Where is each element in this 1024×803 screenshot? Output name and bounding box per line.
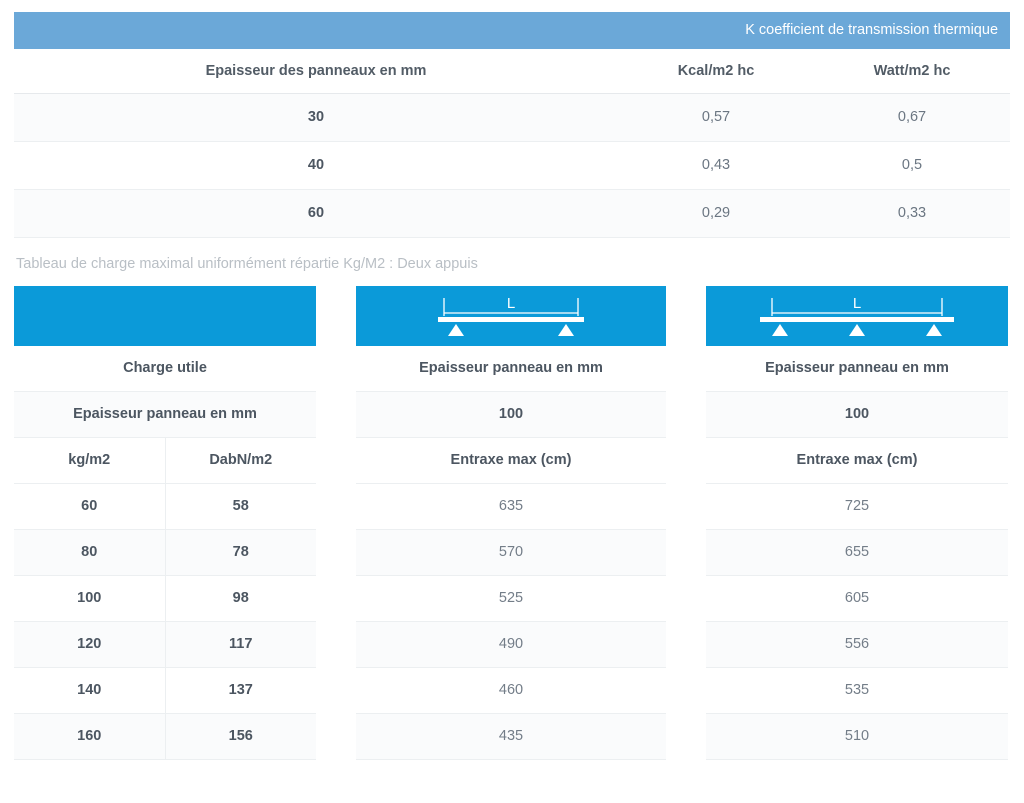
charge-cell-kg: 120 (14, 622, 165, 668)
table-row (356, 668, 666, 714)
three-supports-title: Epaisseur panneau en mm (706, 346, 1008, 392)
thermal-header-watt: Watt/m2 hc (814, 49, 1010, 94)
thermal-cell-kcal: 0,43 (618, 142, 814, 190)
load-table-caption: Tableau de charge maximal uniformément répartie Kg/M2 : Deux appuis (16, 256, 478, 272)
thermal-transmission-table (14, 12, 1010, 238)
charge-utile-title: Charge utile (14, 346, 316, 392)
load-block-charge-utile (14, 286, 316, 760)
table-row (706, 576, 1008, 622)
table-row (706, 714, 1008, 760)
charge-utile-subtitle: Epaisseur panneau en mm (14, 392, 316, 438)
thermal-banner-row (14, 12, 1010, 49)
two-supports-value: 570 (356, 530, 666, 576)
charge-utile-subtitle-row (14, 392, 316, 438)
three-supports-thickness-row (706, 392, 1008, 438)
table-row (356, 622, 666, 668)
table-row (356, 714, 666, 760)
charge-cell-kg: 160 (14, 714, 165, 760)
thermal-cell-thickness: 60 (14, 190, 618, 238)
middle-blue-header (356, 286, 666, 346)
table-row (356, 530, 666, 576)
table-row (14, 668, 316, 714)
three-supports-table (706, 346, 1008, 760)
load-tables-row (14, 286, 1010, 760)
two-supports-title-row (356, 346, 666, 392)
three-supports-value: 725 (706, 484, 1008, 530)
three-supports-colheader-row (706, 438, 1008, 484)
charge-utile-table (14, 346, 316, 760)
thermal-cell-thickness: 40 (14, 142, 618, 190)
two-supports-col-entraxe: Entraxe max (cm) (356, 438, 666, 484)
three-supports-title-row (706, 346, 1008, 392)
thermal-header-row (14, 49, 1010, 94)
table-row (14, 530, 316, 576)
left-blue-header (14, 286, 316, 346)
charge-cell-kg: 100 (14, 576, 165, 622)
thermal-header-thickness: Epaisseur des panneaux en mm (14, 49, 618, 94)
charge-cell-kg: 60 (14, 484, 165, 530)
two-supports-value: 525 (356, 576, 666, 622)
three-supports-value: 605 (706, 576, 1008, 622)
load-block-two-supports (356, 286, 666, 760)
charge-cell-dabn: 117 (165, 622, 316, 668)
charge-utile-col-kgm2: kg/m2 (14, 438, 165, 484)
three-supports-thickness: 100 (706, 392, 1008, 438)
thermal-header-kcal: Kcal/m2 hc (618, 49, 814, 94)
table-row (706, 668, 1008, 714)
charge-cell-dabn: 156 (165, 714, 316, 760)
beam-two-supports-icon (426, 286, 596, 346)
table-row (14, 622, 316, 668)
charge-utile-colheader-row (14, 438, 316, 484)
two-supports-thickness-row (356, 392, 666, 438)
table-row (706, 622, 1008, 668)
thermal-cell-watt: 0,67 (814, 94, 1010, 142)
thermal-cell-thickness: 30 (14, 94, 618, 142)
three-supports-value: 535 (706, 668, 1008, 714)
load-block-three-supports (706, 286, 1008, 760)
thermal-cell-watt: 0,33 (814, 190, 1010, 238)
charge-utile-col-dabnm2: DabN/m2 (165, 438, 316, 484)
thermal-cell-kcal: 0,57 (618, 94, 814, 142)
svg-text:L: L (506, 295, 516, 312)
svg-text:L: L (852, 295, 862, 312)
right-blue-header (706, 286, 1008, 346)
table-row (14, 142, 1010, 190)
charge-cell-dabn: 137 (165, 668, 316, 714)
thermal-cell-kcal: 0,29 (618, 190, 814, 238)
charge-cell-dabn: 98 (165, 576, 316, 622)
two-supports-value: 460 (356, 668, 666, 714)
two-supports-title: Epaisseur panneau en mm (356, 346, 666, 392)
table-row (14, 94, 1010, 142)
charge-utile-title-row (14, 346, 316, 392)
thermal-banner-title: K coefficient de transmission thermique (14, 12, 1010, 49)
three-supports-value: 510 (706, 714, 1008, 760)
three-supports-col-entraxe: Entraxe max (cm) (706, 438, 1008, 484)
charge-cell-dabn: 58 (165, 484, 316, 530)
two-supports-value: 635 (356, 484, 666, 530)
two-supports-table (356, 346, 666, 760)
table-row (14, 714, 316, 760)
table-row (356, 576, 666, 622)
table-row (14, 576, 316, 622)
three-supports-value: 556 (706, 622, 1008, 668)
beam-three-supports-icon (752, 286, 962, 346)
table-row (706, 530, 1008, 576)
table-row (356, 484, 666, 530)
charge-cell-kg: 140 (14, 668, 165, 714)
table-row (14, 190, 1010, 238)
charge-cell-dabn: 78 (165, 530, 316, 576)
two-supports-colheader-row (356, 438, 666, 484)
two-supports-value: 490 (356, 622, 666, 668)
thermal-cell-watt: 0,5 (814, 142, 1010, 190)
two-supports-value: 435 (356, 714, 666, 760)
three-supports-value: 655 (706, 530, 1008, 576)
table-row (14, 484, 316, 530)
two-supports-thickness: 100 (356, 392, 666, 438)
table-row (706, 484, 1008, 530)
charge-cell-kg: 80 (14, 530, 165, 576)
